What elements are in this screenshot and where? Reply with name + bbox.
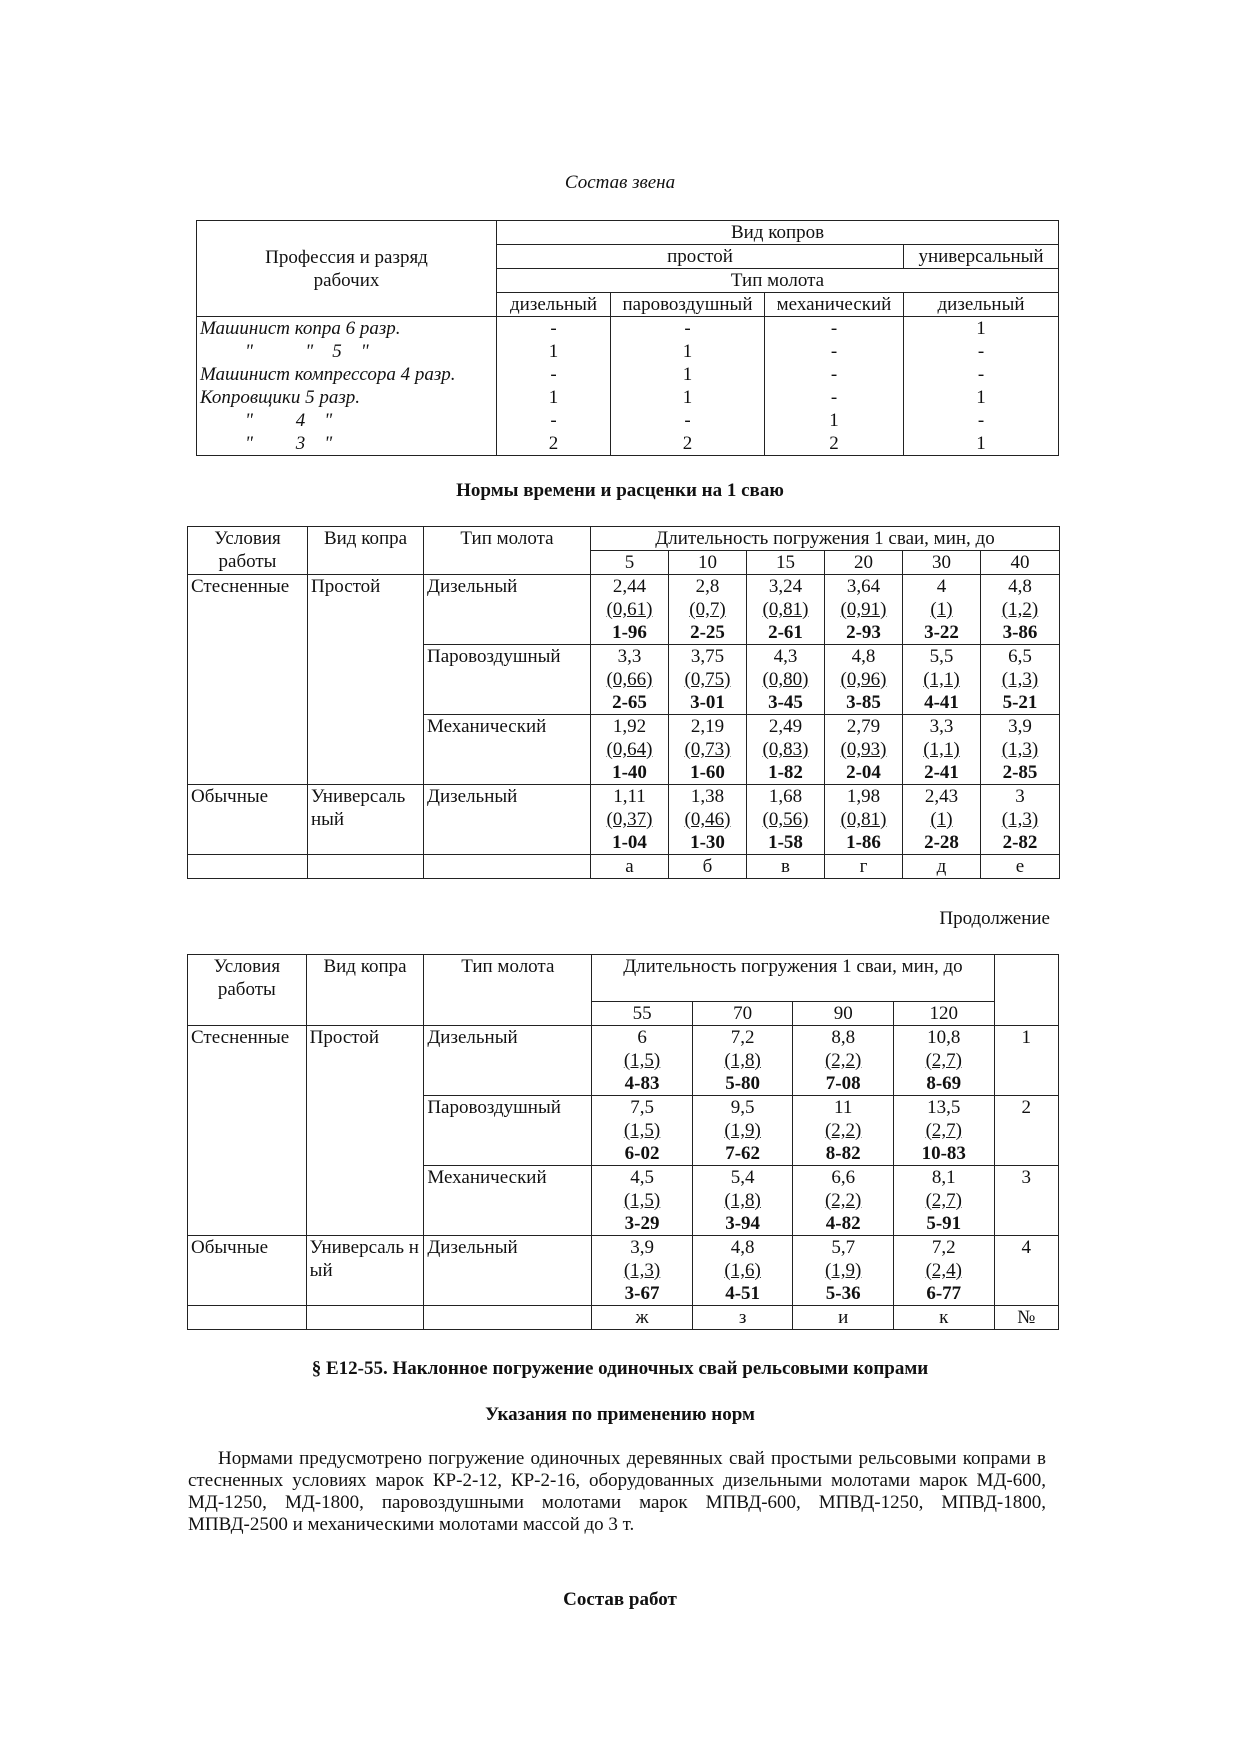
crew-time-norm: (1,2) xyxy=(1001,599,1039,620)
price-value: 2-04 xyxy=(846,762,881,783)
instructions-paragraph: Нормами предусмотрено погружение одиночных деревянных свай простыми рельсовыми копрами в стесненных условиях марок КР-2-12, КР-2-16, оборудованных дизельными молотами марок МД-600, МД-1250, МД-1800, паровоздушными молотами марок МПВД-600, МПВД-1250, МПВД-1800, МПВД-2500 и механическими молотами массой до 3 т. xyxy=(188,1448,1046,1535)
price-value: 4-41 xyxy=(924,692,959,713)
price-value: 2-82 xyxy=(1002,832,1038,853)
empty-cell xyxy=(308,855,424,879)
norm-cell xyxy=(893,1166,994,1236)
price-value: 3-22 xyxy=(924,622,959,643)
conditions-cell: Обычные xyxy=(188,1236,307,1306)
header-kopr-type: Вид копров xyxy=(497,221,1059,245)
crew-time-norm: (1,5) xyxy=(623,1190,661,1211)
column-letter: ж xyxy=(592,1306,693,1330)
time-norm: 4,8 xyxy=(1008,576,1032,597)
crew-time-norm: (0,61) xyxy=(606,599,653,620)
crew-row xyxy=(197,432,1059,456)
time-norm: 3,64 xyxy=(846,576,881,597)
crew-time-norm: (0,91) xyxy=(840,599,887,620)
crew-title: Состав звена xyxy=(564,172,676,193)
norm-cell xyxy=(793,1026,894,1096)
kopr-cell: Универсаль ный xyxy=(306,1236,424,1306)
crew-time-norm: (1,5) xyxy=(623,1120,661,1141)
crew-cell: 1 xyxy=(497,386,611,409)
time-norm: 11 xyxy=(834,1097,853,1118)
crew-time-norm: (0,96) xyxy=(840,669,887,690)
column-letter: к xyxy=(893,1306,994,1330)
instructions-title: Указания по применению норм xyxy=(485,1404,755,1425)
price-value: 1-40 xyxy=(612,762,647,783)
crew-cell: - xyxy=(611,409,765,432)
crew-time-norm: (1,3) xyxy=(1001,669,1039,690)
time-norm: 2,43 xyxy=(924,786,959,807)
header-steam: паровоздушный xyxy=(611,293,765,317)
crew-cell: 1 xyxy=(765,409,904,432)
time-norm: 4,8 xyxy=(851,646,876,667)
crew-profession: " 3 " xyxy=(197,432,497,456)
crew-cell: - xyxy=(497,409,611,432)
time-norm: 3 xyxy=(1015,786,1025,807)
letter-row xyxy=(188,1306,1059,1330)
hammer-cell: Дизельный xyxy=(424,1236,592,1306)
norm-cell xyxy=(669,715,747,785)
norm-cell xyxy=(692,1026,793,1096)
crew-cell: - xyxy=(904,409,1059,432)
time-norm: 4 xyxy=(936,576,947,597)
norm-cell xyxy=(669,645,747,715)
crew-time-norm: (1,3) xyxy=(1001,809,1039,830)
crew-time-norm: (1) xyxy=(930,809,953,830)
crew-table xyxy=(196,220,1059,456)
crew-cell: - xyxy=(904,363,1059,386)
crew-time-norm: (0,37) xyxy=(606,809,653,830)
crew-cell: 1 xyxy=(497,340,611,363)
norm-cell xyxy=(592,1236,693,1306)
price-value: 1-86 xyxy=(846,832,881,853)
price-value: 1-30 xyxy=(690,832,725,853)
norm-cell xyxy=(669,785,747,855)
crew-time-norm: (0,7) xyxy=(689,599,726,620)
crew-time-norm: (0,75) xyxy=(684,669,731,690)
norm-cell xyxy=(591,645,669,715)
price-value: 2-65 xyxy=(612,692,647,713)
price-value: 4-83 xyxy=(624,1073,660,1094)
norm-cell xyxy=(747,715,825,785)
price-value: 2-28 xyxy=(924,832,959,853)
norm-row xyxy=(188,785,1060,855)
price-value: 1-82 xyxy=(768,762,803,783)
header-diesel: дизельный xyxy=(497,293,611,317)
row-number: 2 xyxy=(994,1096,1058,1166)
hammer-cell: Паровоздушный xyxy=(424,645,591,715)
header-conditions: Условия работы xyxy=(188,527,308,575)
crew-row xyxy=(197,363,1059,386)
header-conditions: Условия работы xyxy=(188,955,307,1026)
norm-cell xyxy=(981,785,1060,855)
duration-header: 20 xyxy=(825,551,903,575)
time-norm: 4,8 xyxy=(730,1237,755,1258)
num-label: № xyxy=(994,1306,1058,1330)
norm-cell xyxy=(981,645,1060,715)
crew-cell: 2 xyxy=(611,432,765,456)
crew-profession: Копровщики 5 разр. xyxy=(197,386,497,409)
price-value: 3-86 xyxy=(1002,622,1038,643)
header-hammer: Тип молота xyxy=(424,527,591,575)
price-value: 5-21 xyxy=(1002,692,1038,713)
crew-time-norm: (2,4) xyxy=(925,1260,962,1281)
time-norm: 7,5 xyxy=(630,1097,654,1118)
duration-header: 5 xyxy=(591,551,669,575)
time-norm: 4,3 xyxy=(773,646,798,667)
norm-cell xyxy=(981,575,1060,645)
crew-cell: 1 xyxy=(904,386,1059,409)
price-value: 8-69 xyxy=(926,1073,962,1094)
duration-header: 70 xyxy=(692,1002,793,1026)
header-mech: механический xyxy=(765,293,904,317)
crew-time-norm: (0,80) xyxy=(762,669,809,690)
crew-cell: 1 xyxy=(904,432,1059,456)
works-title: Состав работ xyxy=(563,1589,677,1610)
norm-cell xyxy=(793,1166,894,1236)
norm-cell xyxy=(903,645,981,715)
price-value: 2-85 xyxy=(1002,762,1038,783)
norm-cell xyxy=(692,1236,793,1306)
crew-cell: 2 xyxy=(765,432,904,456)
time-norm: 9,5 xyxy=(730,1097,755,1118)
conditions-cell: Обычные xyxy=(188,785,308,855)
column-letter: г xyxy=(825,855,903,879)
crew-time-norm: (0,66) xyxy=(606,669,653,690)
section-title: § Е12-55. Наклонное погружение одиночных свай рельсовыми копрами xyxy=(311,1358,929,1379)
norm-cell xyxy=(747,645,825,715)
duration-header: 90 xyxy=(793,1002,894,1026)
price-value: 7-08 xyxy=(825,1073,861,1094)
norm-cell xyxy=(793,1096,894,1166)
crew-time-norm: (0,46) xyxy=(684,809,731,830)
crew-time-norm: (1,9) xyxy=(824,1260,862,1281)
price-value: 3-45 xyxy=(768,692,803,713)
price-value: 6-77 xyxy=(926,1283,962,1304)
norm-cell xyxy=(747,785,825,855)
time-norm: 1,92 xyxy=(612,716,647,737)
crew-time-norm: (1,5) xyxy=(623,1050,661,1071)
header-diesel-universal: дизельный xyxy=(904,293,1059,317)
header-kopr: Вид копра xyxy=(308,527,424,575)
time-norm: 1,11 xyxy=(613,786,646,807)
norms-table-1 xyxy=(187,526,1060,879)
letter-row xyxy=(188,855,1060,879)
norm-cell xyxy=(592,1026,693,1096)
time-norm: 3,9 xyxy=(1008,716,1032,737)
crew-cell: - xyxy=(497,317,611,341)
time-norm: 3,9 xyxy=(630,1237,654,1258)
norms-table-2 xyxy=(187,954,1059,1330)
kopr-cell: Простой xyxy=(308,575,424,785)
norm-cell xyxy=(692,1166,793,1236)
time-norm: 5,7 xyxy=(831,1237,856,1258)
crew-cell: - xyxy=(765,363,904,386)
empty-cell xyxy=(188,855,308,879)
time-norm: 10,8 xyxy=(927,1027,961,1048)
crew-time-norm: (0,81) xyxy=(762,599,809,620)
header-hammer: Тип молота xyxy=(424,955,592,1026)
norm-row xyxy=(188,1236,1059,1306)
crew-profession: " " 5 " xyxy=(197,340,497,363)
crew-cell: - xyxy=(765,386,904,409)
crew-time-norm: (0,64) xyxy=(606,739,653,760)
price-value: 3-85 xyxy=(846,692,881,713)
kopr-cell: Простой xyxy=(306,1026,424,1236)
hammer-cell: Механический xyxy=(424,1166,592,1236)
crew-row xyxy=(197,409,1059,432)
empty-cell xyxy=(188,1306,307,1330)
time-norm: 3,3 xyxy=(617,646,642,667)
price-value: 4-82 xyxy=(825,1213,861,1234)
price-value: 1-60 xyxy=(690,762,725,783)
norm-row xyxy=(188,1026,1059,1096)
time-norm: 7,2 xyxy=(730,1027,755,1048)
crew-time-norm: (1,3) xyxy=(1001,739,1039,760)
header-simple: простой xyxy=(497,245,904,269)
price-value: 2-41 xyxy=(924,762,959,783)
crew-time-norm: (2,2) xyxy=(824,1050,862,1071)
time-norm: 8,1 xyxy=(931,1167,956,1188)
time-norm: 1,68 xyxy=(768,786,803,807)
duration-header: 40 xyxy=(981,551,1060,575)
header-duration: Длительность погружения 1 сваи, мин, до xyxy=(592,955,994,1002)
empty-cell xyxy=(306,1306,424,1330)
crew-cell: - xyxy=(497,363,611,386)
crew-time-norm: (1,1) xyxy=(923,739,960,760)
time-norm: 3,3 xyxy=(929,716,954,737)
norm-cell xyxy=(591,575,669,645)
crew-cell: - xyxy=(904,340,1059,363)
crew-cell: 1 xyxy=(904,317,1059,341)
price-value: 8-82 xyxy=(825,1143,861,1164)
price-value: 3-01 xyxy=(690,692,725,713)
hammer-cell: Паровоздушный xyxy=(424,1096,592,1166)
empty-cell xyxy=(424,1306,592,1330)
time-norm: 5,5 xyxy=(929,646,954,667)
norm-row xyxy=(188,575,1060,645)
crew-profession: " 4 " xyxy=(197,409,497,432)
norm-cell xyxy=(893,1096,994,1166)
norm-cell xyxy=(893,1026,994,1096)
header-num-empty xyxy=(994,955,1058,1026)
hammer-cell: Дизельный xyxy=(424,785,591,855)
crew-cell: 1 xyxy=(611,340,765,363)
crew-profession: Машинист копра 6 разр. xyxy=(197,317,497,341)
row-number: 4 xyxy=(994,1236,1058,1306)
crew-time-norm: (1,1) xyxy=(923,669,960,690)
crew-time-norm: (2,2) xyxy=(824,1120,862,1141)
conditions-cell: Стесненные xyxy=(188,575,308,785)
time-norm: 1,98 xyxy=(846,786,881,807)
crew-cell: - xyxy=(765,340,904,363)
price-value: 5-36 xyxy=(825,1283,861,1304)
price-value: 5-91 xyxy=(926,1213,962,1234)
norm-cell xyxy=(825,575,903,645)
header-hammer-type: Тип молота xyxy=(497,269,1059,293)
time-norm: 4,5 xyxy=(630,1167,654,1188)
crew-row xyxy=(197,340,1059,363)
crew-cell: - xyxy=(611,317,765,341)
norm-cell xyxy=(592,1166,693,1236)
time-norm: 2,49 xyxy=(768,716,803,737)
time-norm: 6 xyxy=(637,1027,647,1048)
norm-cell xyxy=(669,575,747,645)
column-letter: а xyxy=(591,855,669,879)
column-letter: з xyxy=(692,1306,793,1330)
price-value: 10-83 xyxy=(921,1143,966,1164)
crew-time-norm: (0,81) xyxy=(840,809,887,830)
time-norm: 6,5 xyxy=(1008,646,1032,667)
crew-time-norm: (1,3) xyxy=(623,1260,661,1281)
time-norm: 2,44 xyxy=(612,576,647,597)
crew-time-norm: (1,6) xyxy=(724,1260,761,1281)
crew-time-norm: (2,7) xyxy=(925,1190,962,1211)
header-kopr: Вид копра xyxy=(306,955,424,1026)
duration-header: 120 xyxy=(893,1002,994,1026)
price-value: 3-67 xyxy=(624,1283,660,1304)
crew-time-norm: (0,73) xyxy=(684,739,731,760)
continuation-label: Продолжение xyxy=(939,908,1050,929)
hammer-cell: Дизельный xyxy=(424,1026,592,1096)
duration-header: 55 xyxy=(592,1002,693,1026)
time-norm: 6,6 xyxy=(831,1167,856,1188)
column-letter: б xyxy=(669,855,747,879)
time-norm: 2,8 xyxy=(695,576,720,597)
price-value: 1-96 xyxy=(612,622,647,643)
crew-row xyxy=(197,386,1059,409)
time-norm: 3,75 xyxy=(690,646,725,667)
norm-cell xyxy=(747,575,825,645)
crew-cell: 1 xyxy=(611,386,765,409)
crew-time-norm: (1) xyxy=(930,599,953,620)
column-letter: д xyxy=(903,855,981,879)
duration-header: 30 xyxy=(903,551,981,575)
time-norm: 2,79 xyxy=(846,716,881,737)
hammer-cell: Механический xyxy=(424,715,591,785)
norm-cell xyxy=(793,1236,894,1306)
price-value: 2-25 xyxy=(690,622,725,643)
norms-title: Нормы времени и расценки на 1 сваю xyxy=(456,480,784,501)
crew-row xyxy=(197,317,1059,341)
crew-time-norm: (2,7) xyxy=(925,1050,962,1071)
crew-time-norm: (1,8) xyxy=(724,1050,761,1071)
time-norm: 5,4 xyxy=(730,1167,755,1188)
norm-cell xyxy=(825,645,903,715)
empty-cell xyxy=(424,855,591,879)
norm-cell xyxy=(591,715,669,785)
price-value: 5-80 xyxy=(725,1073,761,1094)
hammer-cell: Дизельный xyxy=(424,575,591,645)
time-norm: 2,19 xyxy=(690,716,725,737)
crew-time-norm: (1,9) xyxy=(724,1120,761,1141)
price-value: 2-61 xyxy=(768,622,803,643)
price-value: 1-04 xyxy=(612,832,647,853)
price-value: 4-51 xyxy=(725,1283,761,1304)
crew-cell: - xyxy=(765,317,904,341)
column-letter: в xyxy=(747,855,825,879)
crew-time-norm: (0,56) xyxy=(762,809,809,830)
norm-cell xyxy=(692,1096,793,1166)
time-norm: 8,8 xyxy=(831,1027,856,1048)
header-profession: Профессия и разряд рабочих xyxy=(197,221,497,317)
time-norm: 7,2 xyxy=(931,1237,956,1258)
price-value: 3-94 xyxy=(725,1213,761,1234)
crew-profession: Машинист компрессора 4 разр. xyxy=(197,363,497,386)
row-number: 1 xyxy=(994,1026,1058,1096)
price-value: 6-02 xyxy=(624,1143,660,1164)
time-norm: 13,5 xyxy=(927,1097,961,1118)
norm-cell xyxy=(903,715,981,785)
time-norm: 3,24 xyxy=(768,576,803,597)
norm-cell xyxy=(903,785,981,855)
time-norm: 1,38 xyxy=(690,786,725,807)
price-value: 3-29 xyxy=(624,1213,660,1234)
norm-cell xyxy=(591,785,669,855)
kopr-cell: Универсаль ный xyxy=(308,785,424,855)
norm-cell xyxy=(903,575,981,645)
norm-cell xyxy=(893,1236,994,1306)
column-letter: и xyxy=(793,1306,894,1330)
crew-time-norm: (2,7) xyxy=(925,1120,962,1141)
conditions-cell: Стесненные xyxy=(188,1026,307,1236)
price-value: 1-58 xyxy=(768,832,803,853)
crew-cell: 1 xyxy=(611,363,765,386)
duration-header: 10 xyxy=(669,551,747,575)
norm-cell xyxy=(825,785,903,855)
row-number: 3 xyxy=(994,1166,1058,1236)
norm-cell xyxy=(825,715,903,785)
crew-time-norm: (0,83) xyxy=(762,739,809,760)
crew-time-norm: (0,93) xyxy=(840,739,887,760)
crew-cell: 2 xyxy=(497,432,611,456)
crew-time-norm: (1,8) xyxy=(724,1190,761,1211)
duration-header: 15 xyxy=(747,551,825,575)
norm-cell xyxy=(981,715,1060,785)
crew-time-norm: (2,2) xyxy=(824,1190,862,1211)
header-duration: Длительность погружения 1 сваи, мин, до xyxy=(591,527,1060,551)
column-letter: е xyxy=(981,855,1060,879)
norm-cell xyxy=(592,1096,693,1166)
price-value: 7-62 xyxy=(725,1143,761,1164)
header-universal: универсальный xyxy=(904,245,1059,269)
price-value: 2-93 xyxy=(846,622,881,643)
